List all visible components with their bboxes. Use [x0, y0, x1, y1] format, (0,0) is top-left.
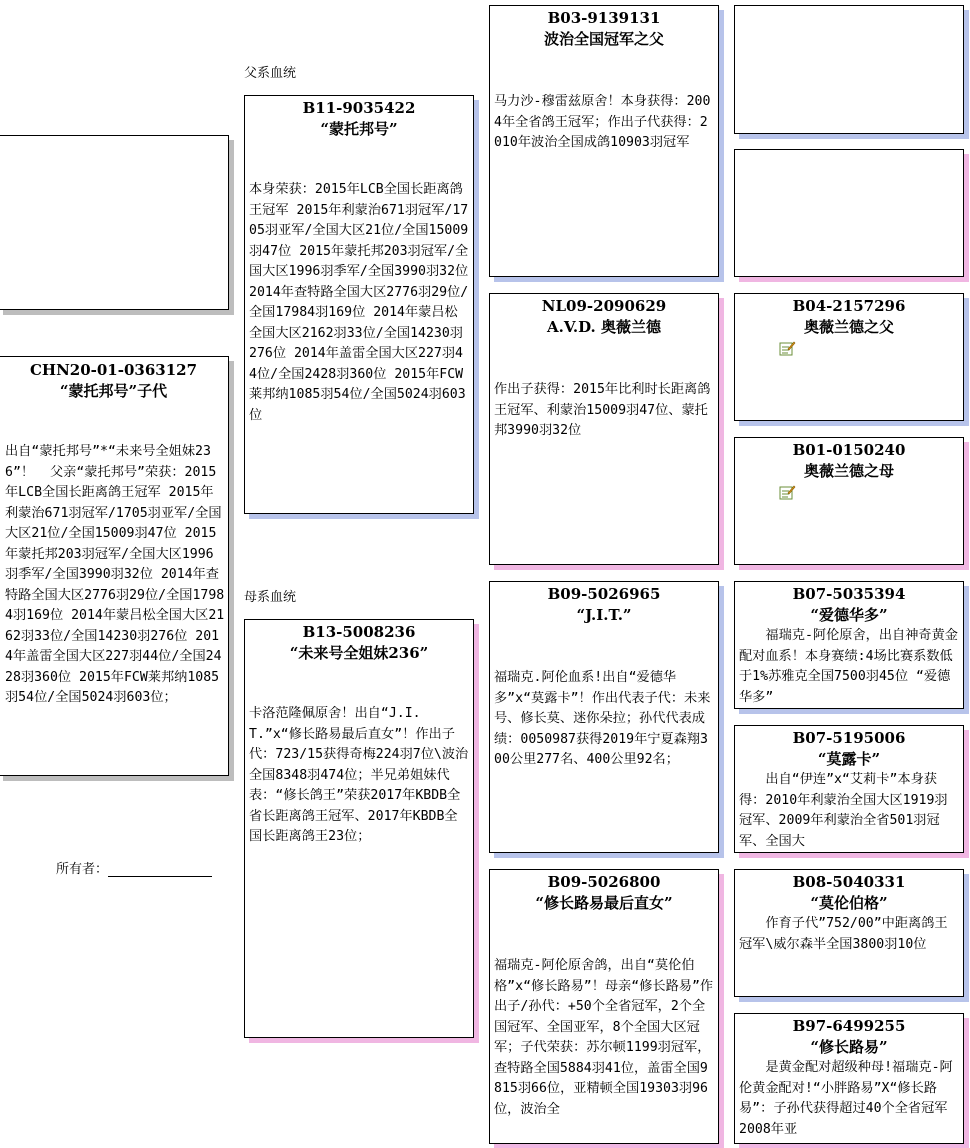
edit-note-icon[interactable] [779, 340, 795, 356]
ds-dam-desc: 出自“伊连”x“艾莉卡”本身获得：2010年利蒙治全国大区1919羽冠军、2009年利蒙治全省501羽冠军、全国大 [739, 772, 948, 849]
owner-label [56, 858, 212, 877]
dam-dam-name: “修长路易最后直女” [535, 894, 673, 912]
sire-desc: 本身荣获：2015年LCB全国长距离鸽王冠军 2015年利蒙治671羽冠军/1705羽亚军/全国大区21位/全国15009羽47位 2015年蒙托邦203羽冠军/全国大区1996羽季军/全国3990羽32位 2014年查特路全国大区2776羽29位/全国17984羽169位 2014年蒙吕松全国大区2162羽33位/全国14230羽276位 2014年盖雷全国大区227羽44位/全国2428羽360位 2015年FCW莱邦纳1085羽54位/全国5024羽603位 [249, 182, 477, 423]
ss-dam-card [734, 149, 964, 277]
sd-dam-ring: B01-0150240 [792, 441, 906, 459]
sire-dam-desc: 作出子获得：2015年比利时长距离鸽王冠军、利蒙治15009羽47位、蒙托邦3990羽32位 [494, 382, 711, 438]
sd-sire-name: 奥薇兰德之父 [803, 318, 894, 336]
owner-text: 所有者： [56, 862, 109, 877]
sire-dam-ring: NL09-2090629 [541, 297, 667, 315]
dam-line-label: 母系血统 [244, 590, 297, 605]
dam-dam-ring: B09-5026800 [547, 873, 661, 891]
dam-dam-card [489, 869, 719, 1144]
dd-dam-name: “修长路易” [810, 1038, 888, 1056]
dam-desc: 卡洛范隆佩原舍！出自“J.I.T.”x“修长路易最后直女”！作出子代：723/15获得奇梅224羽7位\波治全国8348羽474位；半兄弟姐妹代表：“修长鸽王”荣获2017年KBDB全省长距离鸽王冠军、2017年KBDB全国长距离鸽王23位； [249, 706, 469, 844]
ss-sire-card [734, 5, 964, 134]
sd-dam-name: 奥薇兰德之母 [803, 462, 894, 480]
dam-sire-name: “J.I.T.” [576, 606, 632, 624]
ds-dam-name: “莫露卡” [817, 750, 881, 768]
ds-dam-card [734, 725, 964, 853]
sire-sire-desc: 马力沙-穆雷兹原舍！本身获得：2004年全省鸽王冠军；作出子代获得：2010年波治全国成鸽10903羽冠军 [494, 94, 711, 150]
ds-sire-ring: B07-5035394 [792, 585, 906, 603]
subject-ring: CHN20-01-0363127 [29, 361, 198, 379]
dd-sire-ring: B08-5040331 [792, 873, 906, 891]
dd-dam-card [734, 1013, 964, 1144]
sire-dam-card [489, 293, 719, 565]
dam-card [244, 619, 474, 1038]
sire-sire-name: 波治全国冠军之父 [543, 30, 664, 48]
sd-sire-ring: B04-2157296 [792, 297, 906, 315]
sire-dam-name: A.V.D. 奥薇兰德 [546, 318, 662, 336]
dd-dam-ring: B97-6499255 [792, 1017, 906, 1035]
empty-card-top-left [0, 135, 229, 310]
owner-field[interactable] [108, 862, 212, 877]
sire-name: “蒙托邦号” [320, 120, 398, 138]
dam-sire-ring: B09-5026965 [547, 585, 661, 603]
subject-card [0, 356, 229, 776]
sd-sire-card [734, 293, 964, 421]
dam-name: “未来号全姐妹236” [289, 644, 429, 662]
sire-ring: B11-9035422 [302, 99, 416, 117]
sire-sire-ring: B03-9139131 [547, 9, 661, 27]
dd-sire-desc: 作育子代”752/00”中距离鸽王冠军\威尔森半全国3800羽10位 [739, 916, 948, 952]
subject-name: “蒙托邦号”子代 [59, 382, 168, 400]
dam-dam-desc: 福瑞克-阿伦原舍鸽，出自“莫伦伯格”x“修长路易”！母亲“修长路易”作出子/孙代：+50个全省冠军，2个全国冠军、全国亚军，8个全国大区冠军；子代荣获：苏尔顿1199羽冠军，查特路全国5884羽41位，盖雷全国9815羽66位，亚精顿全国19303羽96位，波治全 [494, 958, 714, 1117]
sd-dam-card [734, 437, 964, 565]
dam-sire-desc: 福瑞克.阿伦血系!出自“爱德华多”x“莫露卡”！作出代表子代：未来号、修长莫、迷你朵拉；孙代代表成绩：0050987获得2019年宁夏森翔300公里277名、400公里92名； [494, 670, 711, 767]
ds-sire-name: “爱德华多” [810, 606, 888, 624]
dd-dam-desc: 是黄金配对超级种母!福瑞克-阿伦黄金配对!“小胖路易”X“修长路易”：子孙代获得超过40个全省冠军 2008年亚 [739, 1060, 956, 1137]
sire-line-label: 父系血统 [244, 66, 297, 81]
dam-ring: B13-5008236 [302, 623, 416, 641]
dd-sire-name: “莫伦伯格” [810, 894, 888, 912]
ds-sire-card [734, 581, 964, 709]
sire-sire-card [489, 5, 719, 277]
edit-note-icon[interactable] [779, 484, 795, 500]
dam-sire-card [489, 581, 719, 853]
subject-desc: 出自“蒙托邦号”*“未来号全姐妹236”！ 父亲“蒙托邦号”荣获：2015年LCB全国长距离鸽王冠军 2015年利蒙治671羽冠军/1705羽亚军/全国大区21位/全国15009羽47位 2015年蒙托邦203羽冠军/全国大区1996羽季军/全国3990羽32位 2014年查特路全国大区2776羽29位/全国17984羽169位 2014年蒙吕松全国大区2162羽33位/全国14230羽276位 2014年盖雷全国大区227羽44位/全国2428羽360位 2015年FCW莱邦纳1085羽54位/全国5024羽603位； [5, 444, 225, 705]
ds-dam-ring: B07-5195006 [792, 729, 906, 747]
ds-sire-desc: 福瑞克-阿伦原舍，出自神奇黄金配对血系！本身赛绩:4场比赛系数低于1%苏雅克全国7500羽45位 “爱德华多” [739, 628, 958, 705]
sire-card [244, 95, 477, 514]
dd-sire-card [734, 869, 964, 997]
